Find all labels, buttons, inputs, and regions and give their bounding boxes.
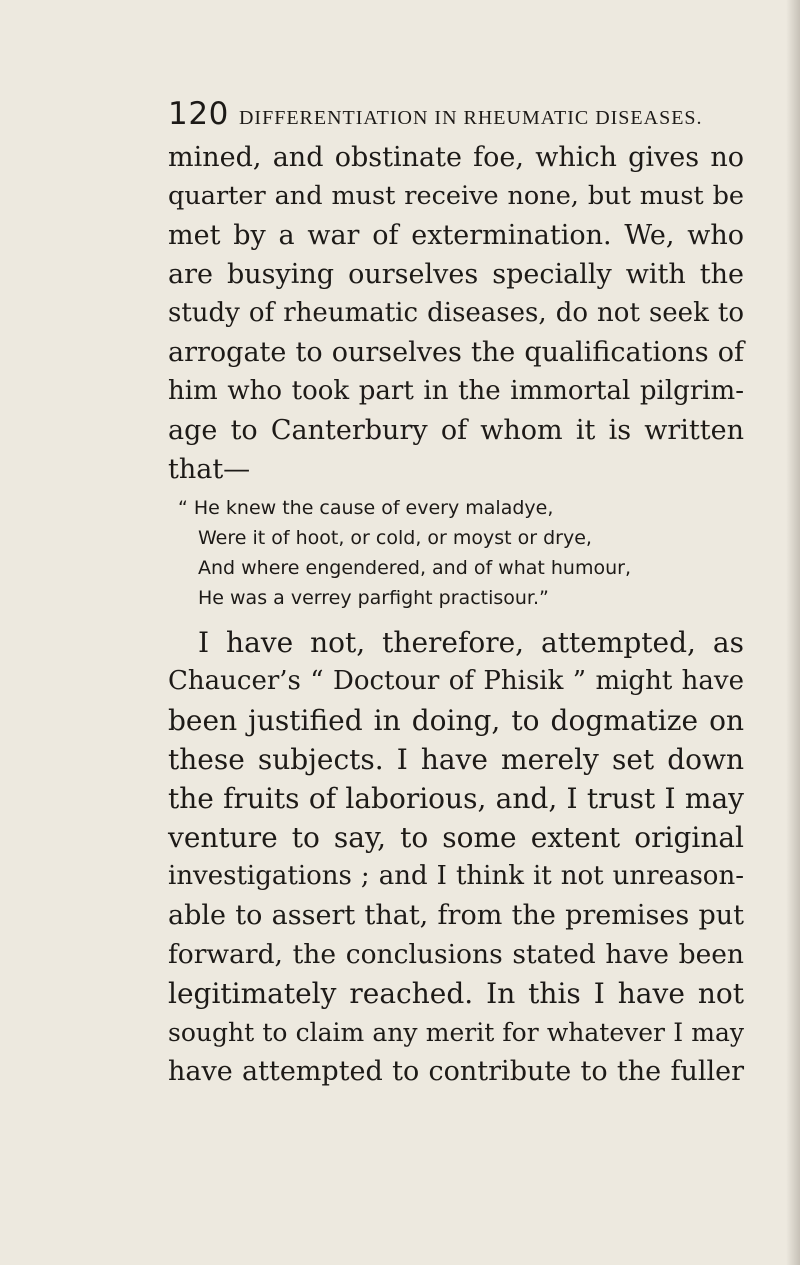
text-line: quarter and must receive none, but must be — [168, 181, 744, 211]
text-line: mined, and obstinate foe, which gives no — [168, 142, 744, 173]
text-line: him who took part in the immortal pilgrim- — [168, 376, 744, 406]
text-line: age to Canterbury of whom it is written — [168, 415, 744, 446]
text-line: forward, the conclusions stated have been — [168, 939, 744, 970]
verse-line: And where engendered, and of what humour, — [198, 557, 631, 579]
text-line: sought to claim any merit for whatever I may — [168, 1018, 744, 1047]
page-header — [168, 96, 768, 132]
text-line: the fruits of laborious, and, I trust I may — [168, 782, 744, 815]
text-line: have attempted to contribute to the fuller — [168, 1056, 744, 1087]
text-line: arrogate to ourselves the qualifications of — [168, 337, 744, 368]
text-line: legitimately reached. In this I have not — [168, 977, 744, 1010]
text-line: met by a war of extermination. We, who — [168, 220, 744, 251]
text-line: investigations ; and I think it not unreason- — [168, 861, 744, 891]
page-edge-shadow — [786, 0, 800, 1265]
verse-quotation — [168, 493, 744, 613]
text-line: these subjects. I have merely set down — [168, 743, 744, 776]
text-line: I have not, therefore, attempted, as — [198, 626, 744, 659]
text-line: venture to say, to some extent original — [168, 821, 744, 854]
text-line: been justified in doing, to dogmatize on — [168, 704, 744, 737]
text-line: study of rheumatic diseases, do not seek to — [168, 298, 744, 328]
page-number: 120 — [168, 96, 229, 132]
verse-line: Were it of hoot, or cold, or moyst or drye, — [198, 527, 592, 549]
verse-line: “ He knew the cause of every maladye, — [178, 497, 554, 519]
paragraph-1 — [168, 138, 744, 489]
running-head: DIFFERENTIATION IN RHEUMATIC DISEASES. — [238, 107, 703, 129]
text-line: Chaucer’s “ Doctour of Phisik ” might have — [168, 666, 744, 696]
text-line: able to assert that, from the premises put — [168, 900, 744, 931]
paragraph-2 — [168, 623, 744, 1091]
verse-line: He was a verrey parfight practisour.” — [198, 587, 549, 609]
page-body — [168, 138, 744, 1091]
text-line: that— — [168, 454, 251, 485]
text-line: are busying ourselves specially with the — [168, 259, 744, 290]
